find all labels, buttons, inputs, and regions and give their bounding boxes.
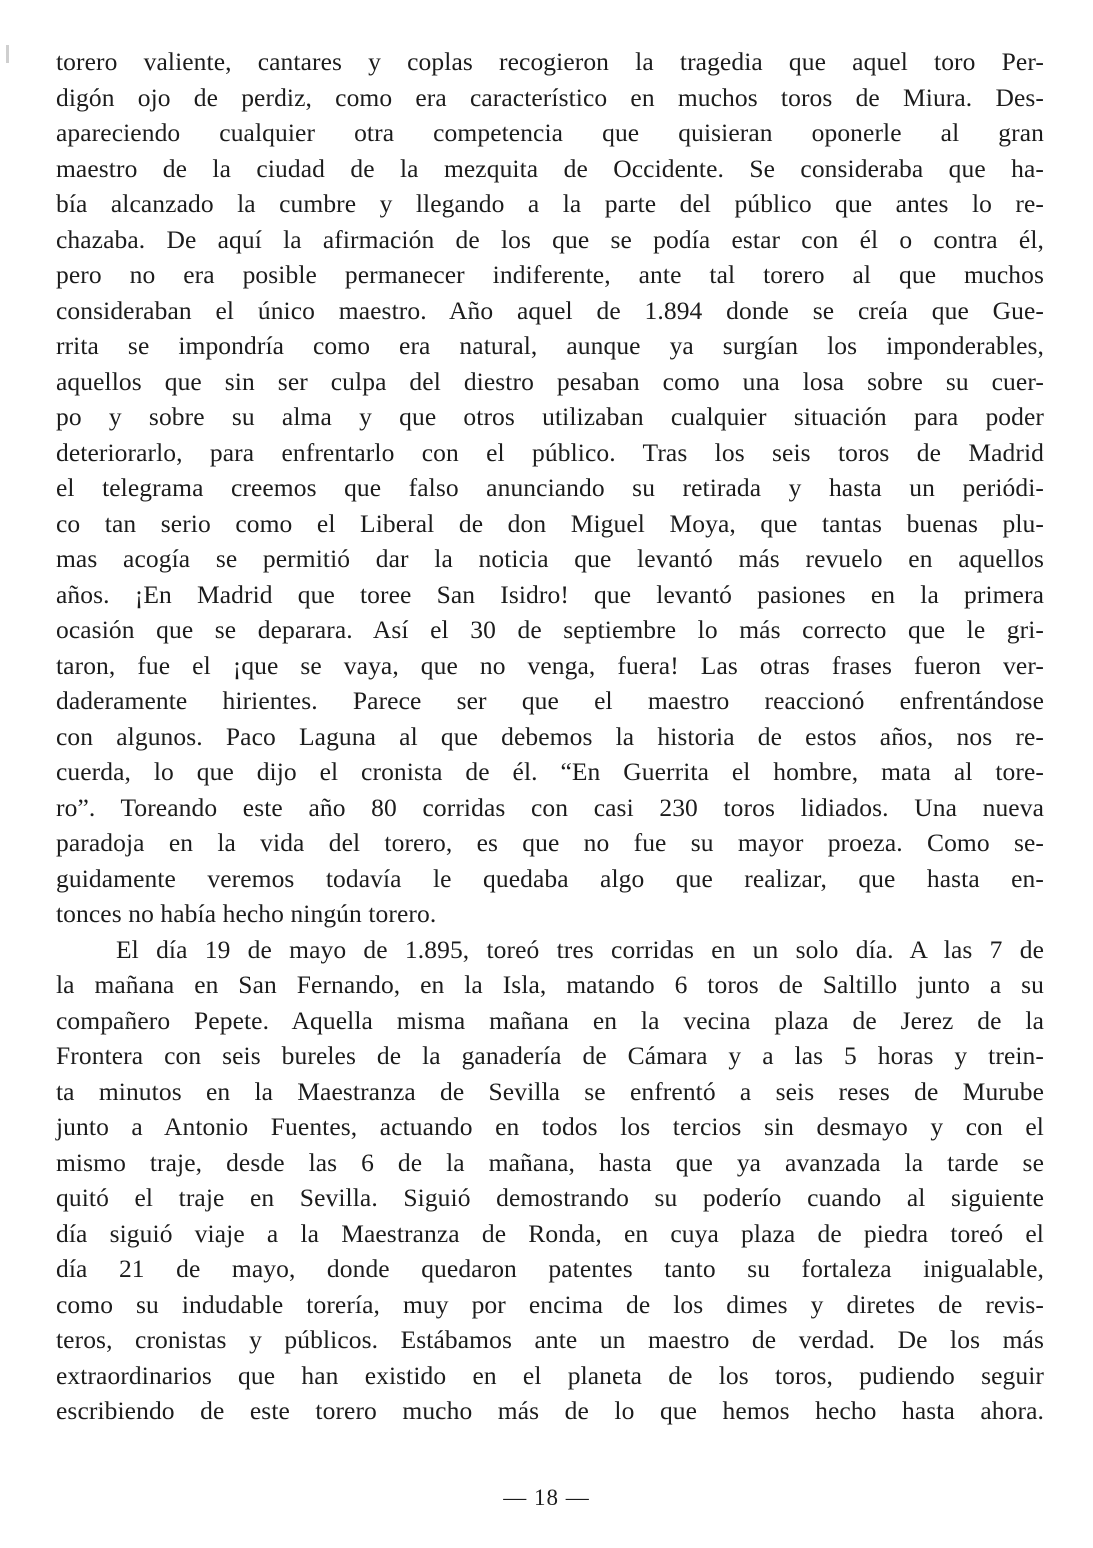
text-line: compañero Pepete. Aquella misma mañana en la vecina plaza de Jerez de la [56,1005,1044,1035]
text-line: el telegrama creemos que falso anunciando su retirada y hasta un periódi- [56,473,1044,502]
text-line: años. ¡En Madrid que toree San Isidro! que levantó pasiones en la primera [56,579,1044,609]
text-line: mas acogía se permitió dar la noticia que levantó más revuelo en aquellos [56,544,1044,573]
text-line: mismo traje, desde las 6 de la mañana, hasta que ya avanzada la tarde se [56,1147,1044,1177]
text-line: teros, cronistas y públicos. Estábamos ante un maestro de verdad. De los más [56,1325,1044,1354]
paragraph-2 [56,932,1044,1429]
text-line: tonces no había hecho ningún torero. [56,899,437,928]
text-line: extraordinarios que han existido en el planeta de los toros, pudiendo seguir [56,1360,1044,1390]
text-line: bía alcanzado la cumbre y llegando a la parte del público que antes lo re- [56,189,1044,218]
text-line: paradoja en la vida del torero, es que no fue su mayor proeza. Como se- [56,828,1044,857]
text-line: consideraban el único maestro. Año aquel de 1.894 donde se creía que Gue- [56,295,1044,325]
text-line: día 21 de mayo, donde quedaron patentes tanto su fortaleza inigualable, [56,1254,1044,1283]
text-line: guidamente veremos todavía le quedaba algo que realizar, que hasta en- [56,863,1044,893]
text-line: ocasión que se deparara. Así el 30 de septiembre lo más correcto que le gri- [56,615,1044,644]
text-line: apareciendo cualquier otra competencia que quisieran oponerle al gran [56,118,1044,147]
text-line: co tan serio como el Liberal de don Miguel Moya, que tantas buenas plu- [56,508,1044,538]
page-number: — 18 — [503,1485,590,1510]
text-line: daderamente hirientes. Parece ser que el maestro reaccionó enfrentándose [56,686,1044,715]
text-line: digón ojo de perdiz, como era característico en muchos toros de Miura. Des- [56,82,1044,112]
text-line: Frontera con seis bureles de la ganadería de Cámara y a las 5 horas y trein- [56,1041,1044,1070]
text-line: junto a Antonio Fuentes, actuando en todos los tercios sin desmayo y con el [56,1112,1044,1141]
text-line: como su indudable torería, muy por encima de los dimes y diretes de revis- [56,1289,1044,1319]
text-line: deteriorarlo, para enfrentarlo con el público. Tras los seis toros de Madrid [56,437,1044,467]
text-line: aquellos que sin ser culpa del diestro pesaban como una losa sobre su cuer- [56,366,1044,396]
text-line: torero valiente, cantares y coplas recogieron la tragedia que aquel toro Per- [56,47,1044,76]
scan-edge-mark [6,45,9,63]
text-line: la mañana en San Fernando, en la Isla, matando 6 toros de Saltillo junto a su [56,970,1044,999]
paragraph-1 [56,44,1044,932]
text-line: cuerda, lo que dijo el cronista de él. “En Guerrita el hombre, mata al tore- [56,757,1044,786]
text-line: taron, fue el ¡que se vaya, que no venga, fuera! Las otras frases fueron ver- [56,650,1044,680]
text-line: maestro de la ciudad de la mezquita de Occidente. Se consideraba que ha- [56,153,1044,183]
text-line: ro”. Toreando este año 80 corridas con casi 230 toros lidiados. Una nueva [56,792,1044,822]
text-line: rrita se impondría como era natural, aunque ya surgían los imponderables, [56,331,1044,360]
text-line: po y sobre su alma y que otros utilizaban cualquier situación para poder [56,402,1044,431]
body-text [56,44,1044,1429]
text-line: con algunos. Paco Laguna al que debemos la historia de estos años, nos re- [56,721,1044,751]
text-line: escribiendo de este torero mucho más de lo que hemos hecho hasta ahora. [56,1396,1044,1425]
text-line: día siguió viaje a la Maestranza de Ronda, en cuya plaza de piedra toreó el [56,1218,1044,1248]
text-line: El día 19 de mayo de 1.895, toreó tres corridas en un solo día. A las 7 de [116,934,1044,964]
text-line: ta minutos en la Maestranza de Sevilla se enfrentó a seis reses de Murube [56,1076,1044,1106]
text-line: chazaba. De aquí la afirmación de los que se podía estar con él o contra él, [56,224,1044,254]
text-line: pero no era posible permanecer indiferente, ante tal torero al que muchos [56,260,1044,289]
text-line: quitó el traje en Sevilla. Siguió demostrando su poderío cuando al siguiente [56,1183,1044,1212]
